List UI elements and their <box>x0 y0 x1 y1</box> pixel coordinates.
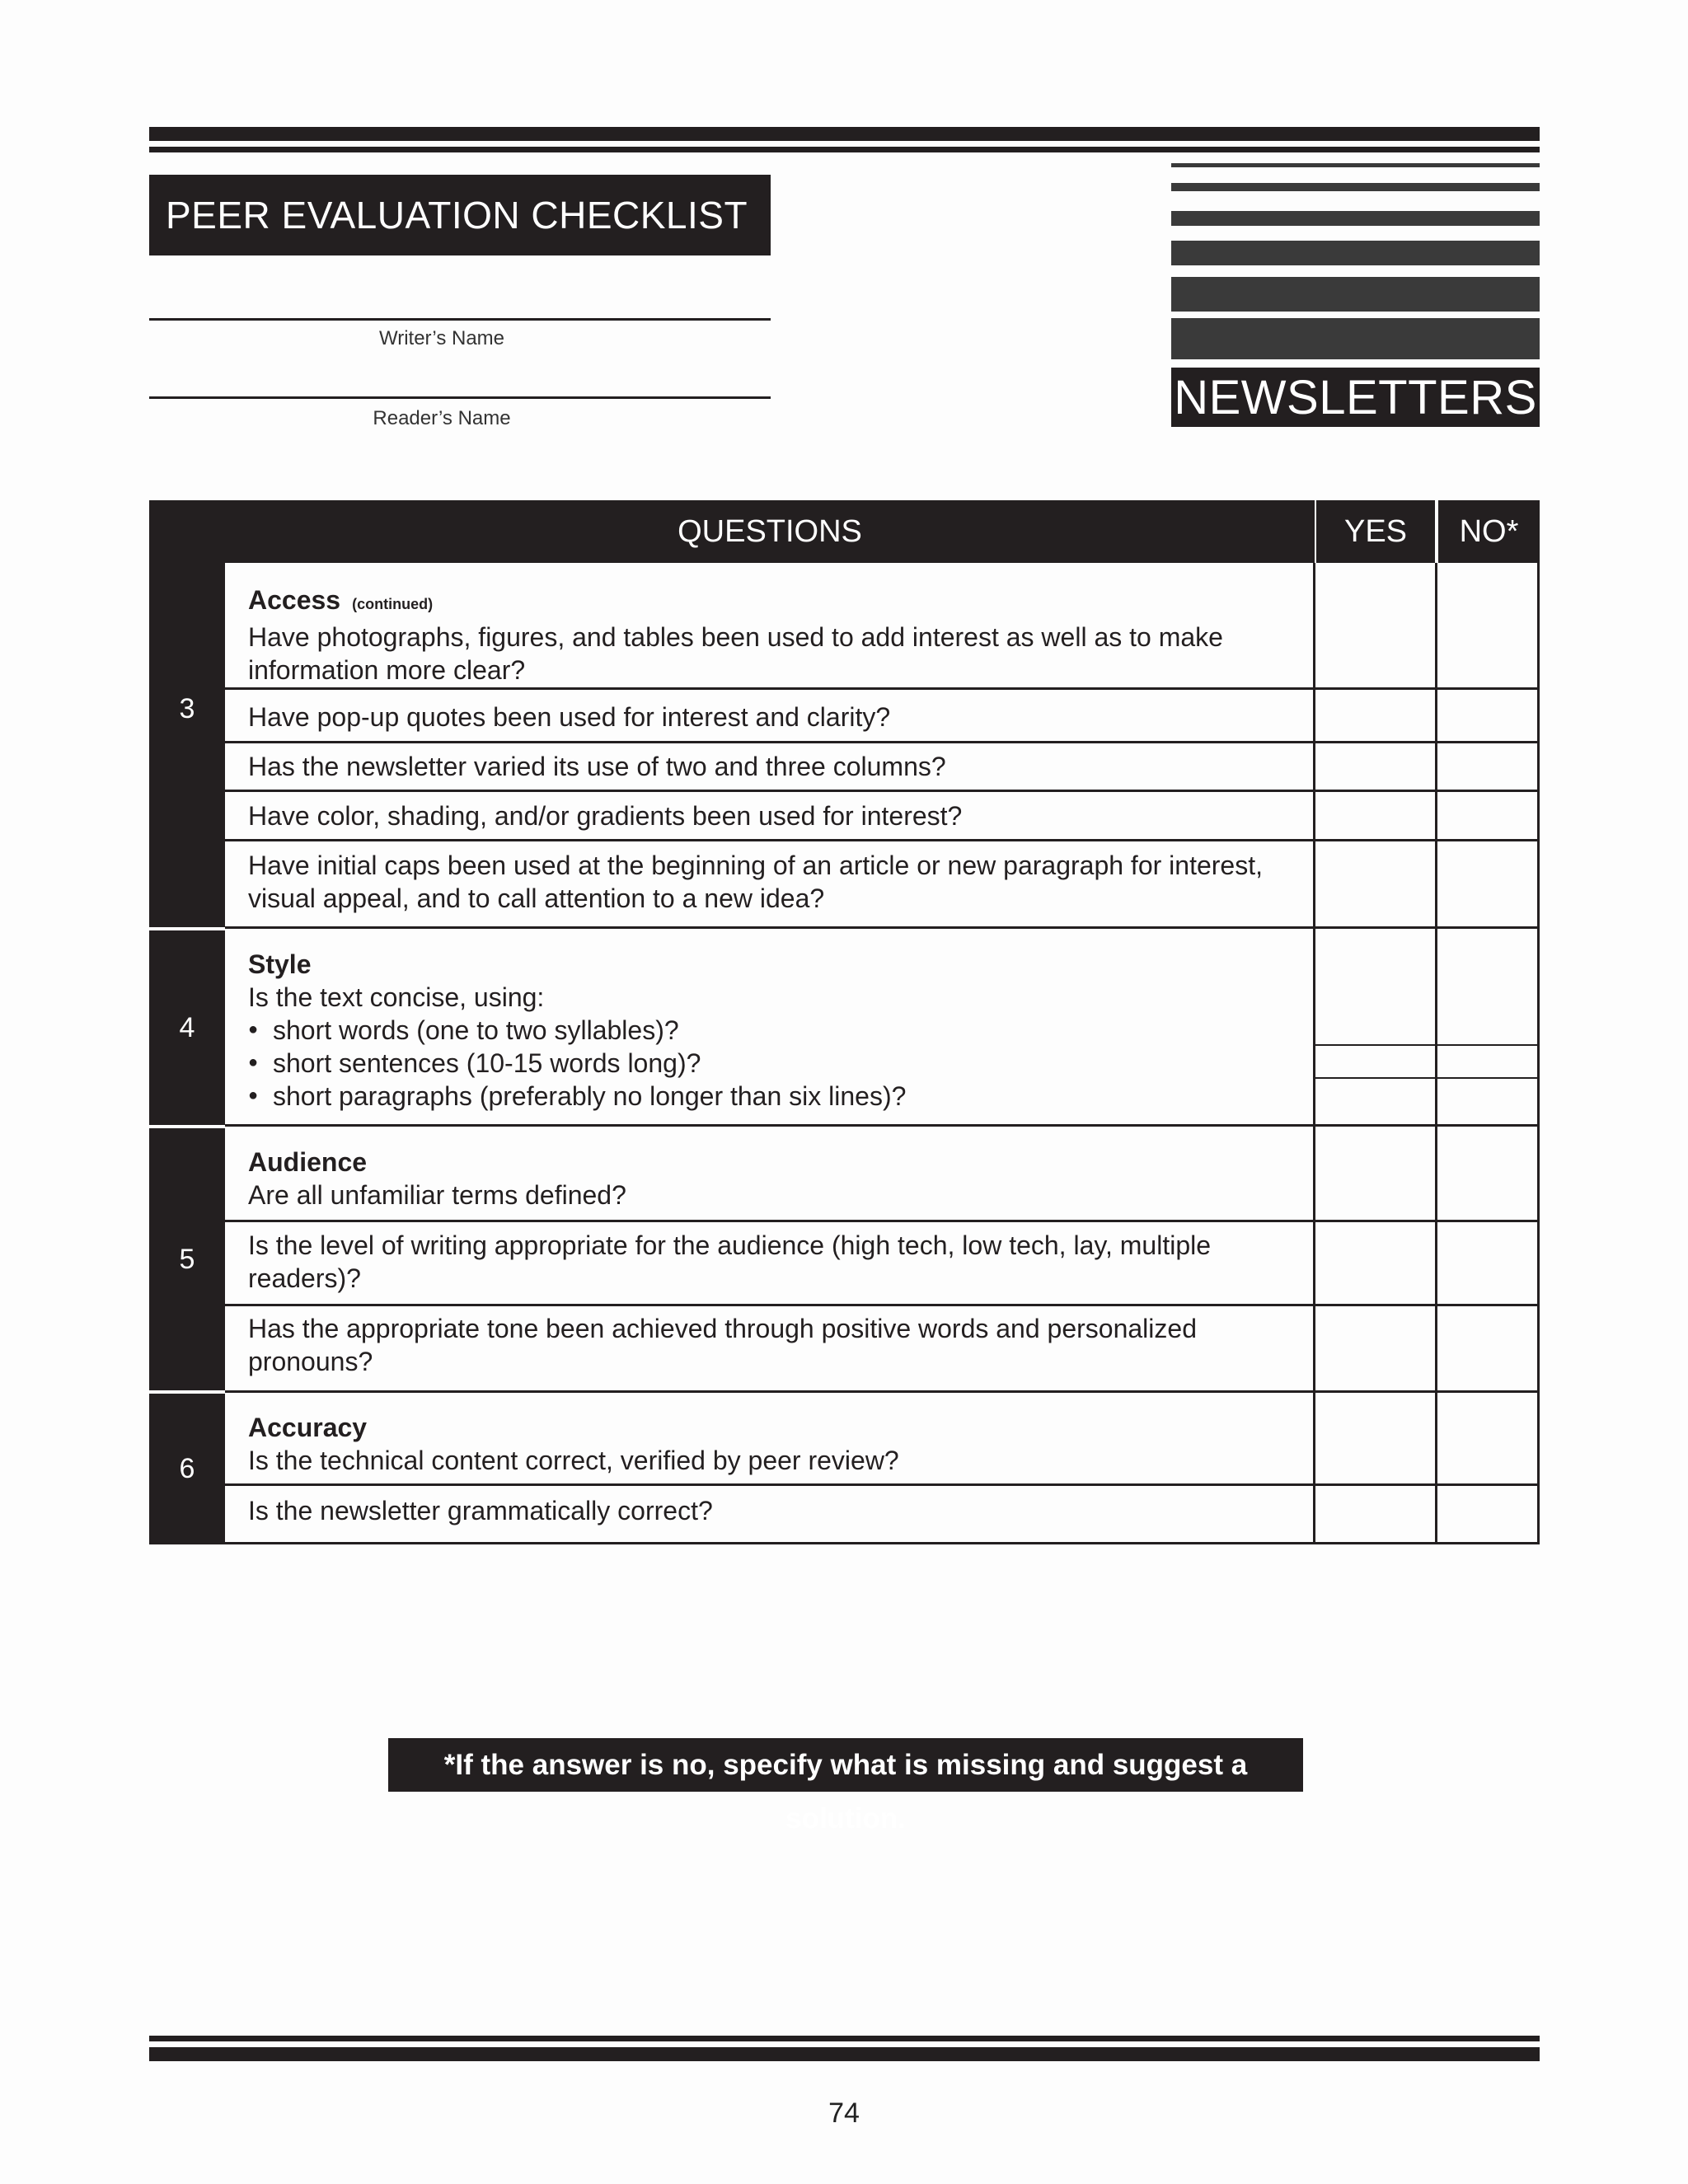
section-heading: Style <box>248 949 312 979</box>
yes-column-left-border <box>1313 563 1315 1544</box>
decor-stripe-5 <box>1171 277 1540 312</box>
questions-header: QUESTIONS <box>225 500 1315 563</box>
question-grammar: Is the newsletter grammatically correct? <box>248 1496 713 1526</box>
section-heading: Accuracy <box>248 1413 368 1442</box>
section-number: 4 <box>149 930 225 1125</box>
row-divider <box>225 1124 1540 1127</box>
writer-name-label: Writer’s Name <box>378 327 505 349</box>
question-text: Are all unfamiliar terms defined? <box>248 1180 626 1210</box>
bottom-rule-thick <box>149 2047 1540 2061</box>
yes-header: YES <box>1316 500 1435 563</box>
bullet-item: ● short sentences (10-15 words long)? <box>248 1047 1303 1080</box>
row-divider <box>225 1220 1540 1222</box>
row-divider <box>225 790 1540 792</box>
question-initial-caps: Have initial caps been used at the beginning of an article or new paragraph for interest, visual appeal, and to call attention to a new idea? <box>248 851 1263 913</box>
table-right-border <box>1537 563 1540 1544</box>
row-divider <box>225 741 1540 743</box>
question-text: Is the technical content correct, verified by peer review? <box>248 1446 899 1475</box>
section-number: 5 <box>149 1128 225 1390</box>
footnote-banner: *If the answer is no, specify what is missing and suggest a solution. <box>388 1738 1303 1792</box>
question-columns: Has the newsletter varied its use of two and three columns? <box>248 752 946 781</box>
continued-note: (continued) <box>352 596 434 612</box>
bottom-rule-thin <box>149 2036 1540 2041</box>
question-access-photos <box>248 583 1303 687</box>
answer-cell-divider <box>1315 1077 1540 1079</box>
no-header: NO* <box>1438 500 1540 563</box>
decor-stripe-3 <box>1171 211 1540 226</box>
row-divider <box>225 687 1540 690</box>
question-text: Have photographs, figures, and tables been used to add interest as well as to make information more clear? <box>248 622 1223 685</box>
answer-cell-divider <box>1315 1044 1540 1046</box>
row-divider <box>225 926 1540 929</box>
decor-stripe-6 <box>1171 318 1540 359</box>
question-style <box>248 948 1303 1113</box>
bullet-item: ● short words (one to two syllables)? <box>248 1014 1303 1047</box>
writer-name-line <box>149 318 771 321</box>
question-writing-level: Is the level of writing appropriate for the audience (high tech, low tech, lay, multiple readers)? <box>248 1230 1212 1293</box>
decor-stripe-1 <box>1171 163 1540 167</box>
page-title: PEER EVALUATION CHECKLIST <box>149 175 771 255</box>
decor-stripe-2 <box>1171 183 1540 191</box>
question-text: Is the text concise, using: <box>248 982 545 1012</box>
bullet-item: ● short paragraphs (preferably no longer than six lines)? <box>248 1080 1303 1113</box>
page-number: 74 <box>828 2097 860 2129</box>
row-divider <box>225 1304 1540 1306</box>
reader-name-line <box>149 396 771 399</box>
no-column-left-border <box>1435 563 1437 1544</box>
section-heading: Access <box>248 585 341 615</box>
question-color-shading: Have color, shading, and/or gradients been used for interest? <box>248 801 963 831</box>
top-rule-thick <box>149 127 1540 141</box>
top-rule-thin <box>149 147 1540 152</box>
table-corner <box>149 500 225 563</box>
question-tone: Has the appropriate tone been achieved through positive words and personalized pronouns? <box>248 1314 1197 1376</box>
section-number: 3 <box>149 563 225 927</box>
decor-stripe-4 <box>1171 241 1540 265</box>
section-number: 6 <box>149 1394 225 1544</box>
question-popup-quotes: Have pop-up quotes been used for interest and clarity? <box>248 702 891 732</box>
question-accuracy <box>248 1411 1303 1477</box>
row-divider <box>225 1390 1540 1393</box>
section-heading: Audience <box>248 1147 368 1177</box>
table-bottom-border <box>225 1542 1540 1544</box>
topic-banner: NEWSLETTERS <box>1171 368 1540 427</box>
reader-name-label: Reader’s Name <box>373 407 511 429</box>
row-divider <box>225 1483 1540 1486</box>
question-audience-terms <box>248 1146 1303 1212</box>
row-divider <box>225 839 1540 841</box>
